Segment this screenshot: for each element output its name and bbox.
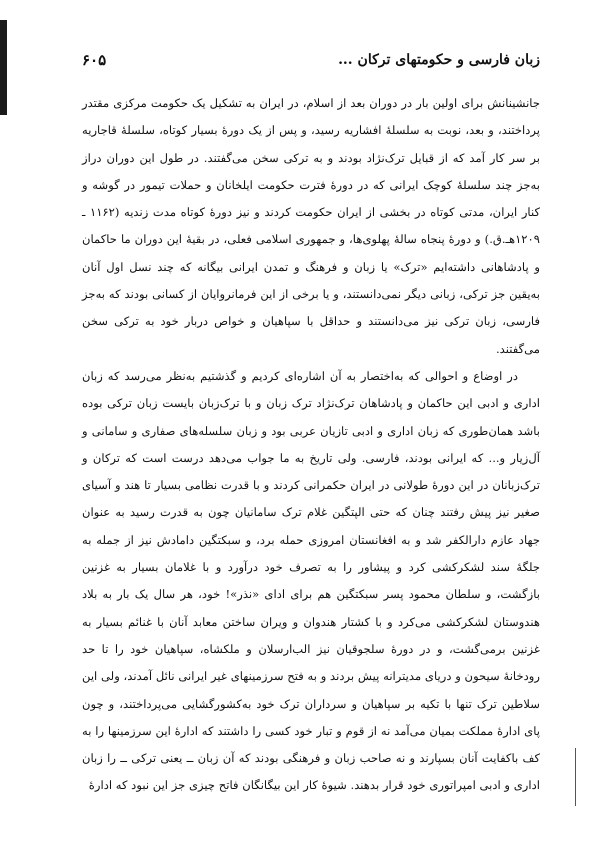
body-text (82, 90, 540, 800)
book-spine-shadow (0, 20, 7, 115)
margin-mark (575, 748, 576, 806)
paragraph: در اوضاع و احوالی که به‌اختصار به آن اشاره‌ای کردیم و گذشتیم به‌نظر می‌رسد که زبان اداری و ادبی این حاکمان و پادشاهان ترک‌نژاد ترک زبان و با ترک‌زبان بایست زبان ترکی بوده باشد همان‌طوری که زبان اداری و ادبی تازیان عربی بود و زبان سلسله‌های صفاری و سامانی و آل‌زیار و... که ایرانی بودند، فارسی. ولی تاریخ به ما جواب می‌دهد درست است که ترکان و ترک‌زبانان در این دورهٔ طولانی در ایران حکمرانی کردند و با قدرت نظامی بسیار تا هند و آسیای صغیر نیز پیش رفتند چنان که حتی الپتگین غلام ترک سامانیان چون به قدرت رسید به عنوان جهاد عازم دارالکفر شد و به افغانستان امروزی حمله برد، و سبکتگین دامادش نیز از جمله به جلگهٔ سند لشکرکشی کرد و پیشاور را به تصرف خود درآورد و با غلامان بسیار به غزنین بازگشت، و سلطان محمود پسر سبکتگین هم برای ادای «نذر»! خود، هر سال یک بار به بلاد هندوستان لشکرکشی می‌کرد و با کشتار هندوان و ویران ساختن معابد آنان با غنائم بسیار به غزنین برمی‌گشت، و در دورهٔ سلجوقیان نیز الب‌ارسلان و ملکشاه، سپاهیان خود را تا حد رودخانهٔ سیحون و دریای مدیترانه پیش بردند و به فتح سرزمینهای غیر ایرانی نائل آمدند، ولی این سلاطین ترک تنها با تکیه بر سپاهیان و سرداران ترک خود به‌کشورگشایی می‌پرداختند، و چون پای ادارهٔ مملکت بمیان می‌آمد نه از قوم و تبار خود کسی را داشتند که ادارهٔ این سرزمینها را به کف باکفایت آنان بسپارند و نه صاحب زبان و فرهنگی بودند که آن زبان ــ یعنی ترکی ــ را زبان اداری و ادبی امپراتوری خود قرار بدهند. شیوهٔ کار این بیگانگان فاتح چیزی جز این نبود که ادارهٔ (82, 368, 540, 793)
running-title: زبان فارسی و حکومتهای ترکان ... (338, 52, 540, 68)
page-number: ۶۰۵ (82, 51, 107, 69)
page-header (82, 50, 540, 72)
paragraph: جانشینانش برای اولین بار در دوران بعد از اسلام، در ایران به تشکیل یک حکومت مرکزی مقتدر پرداختند، و بعد، نوبت به سلسلهٔ افشاریه رسید، و پس از یک دورهٔ بسیار کوتاه، سلسلهٔ قاجاریه بر سر کار آمد که از قبایل ترک‌نژاد بودند و به ترکی سخن می‌گفتند. در طول این دوران دراز به‌جز چند سلسلهٔ کوچک ایرانی که در دورهٔ فترت حکومت ایلخانان و حملات تیمور در گوشه و کنار ایران، مدتی کوتاه در بخشی از ایران حکومت کردند و نیز دورهٔ کوتاه مدت زندیه (۱۱۶۲ ـ ۱۲۰۹هـ.ق.) و دورهٔ پنجاه سالهٔ پهلوی‌ها، و جمهوری اسلامی فعلی، در بقیهٔ این دوران ما حاکمان و پادشاهانی داشته‌ایم «ترک» یا زبان و فرهنگ و تمدن ایرانی بیگانه که چند نسل اول آنان به‌یقین جز ترکی، زبانی دیگر نمی‌دانستند، و یا برخی از این فرمانروایان از کسانی بودند که به‌جز فارسی، زبان ترکی نیز می‌دانستند و حداقل با سپاهیان و خواص دربار خود به ترکی سخن می‌گفتند. (82, 96, 540, 356)
